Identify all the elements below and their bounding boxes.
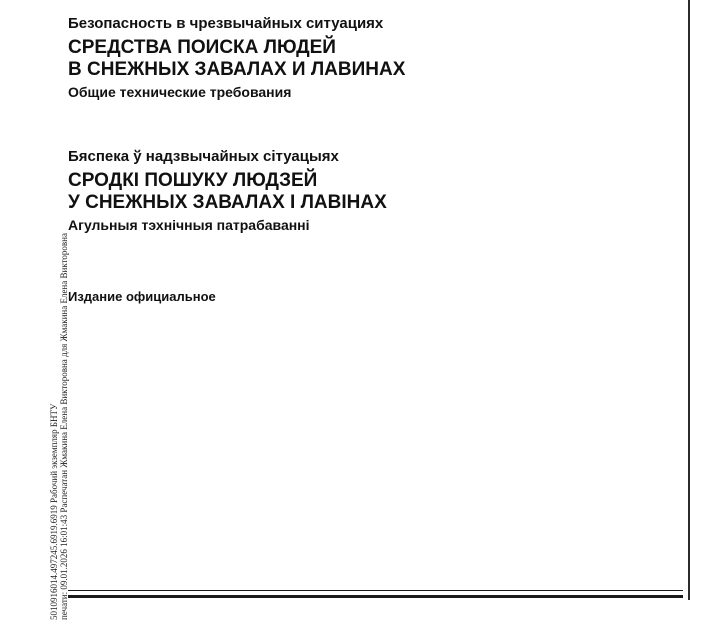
- belarusian-title-block: [68, 148, 387, 234]
- stamp-line-2: [59, 233, 69, 620]
- official-edition-label: Издание официальное: [68, 289, 216, 304]
- ru-title-line-1: СРЕДСТВА ПОИСКА ЛЮДЕЙ: [68, 37, 336, 58]
- russian-title-block: [68, 15, 405, 101]
- by-title-line-1: СРОДКІ ПОШУКУ ЛЮДЗЕЙ: [68, 170, 318, 191]
- by-subtitle: Агульныя тэхнічныя патрабаванні: [68, 217, 310, 233]
- ru-subtitle: Общие технические требования: [68, 84, 292, 100]
- stamp-line-1-prefix: 5010916014.497245.6919.6919: [49, 505, 59, 620]
- by-title-line-2: У СНЕЖНЫХ ЗАВАЛАХ І ЛАВІНАХ: [68, 192, 387, 213]
- footer-thin-rule: [68, 590, 683, 591]
- stamp-line-2-prefix: печати: 09.01.2026 16:01:43: [59, 514, 69, 620]
- ru-category: Безопасность в чрезвычайных ситуациях: [68, 15, 384, 32]
- stamp-line-1-text: Рабочий экземпляр БНТУ: [49, 403, 59, 503]
- stamp-line-1: [49, 233, 59, 620]
- page-right-border: [688, 0, 690, 600]
- footer-thick-rule: [68, 595, 683, 598]
- stamp-line-2-text: Распечатан Жмакина Елена Викторовна для Жмакина Елена Викторовна: [59, 233, 69, 513]
- vertical-print-stamp: [49, 233, 69, 620]
- by-category: Бяспека ў надзвычайных сітуацыях: [68, 148, 339, 165]
- ru-title-line-2: В СНЕЖНЫХ ЗАВАЛАХ И ЛАВИНАХ: [68, 59, 406, 80]
